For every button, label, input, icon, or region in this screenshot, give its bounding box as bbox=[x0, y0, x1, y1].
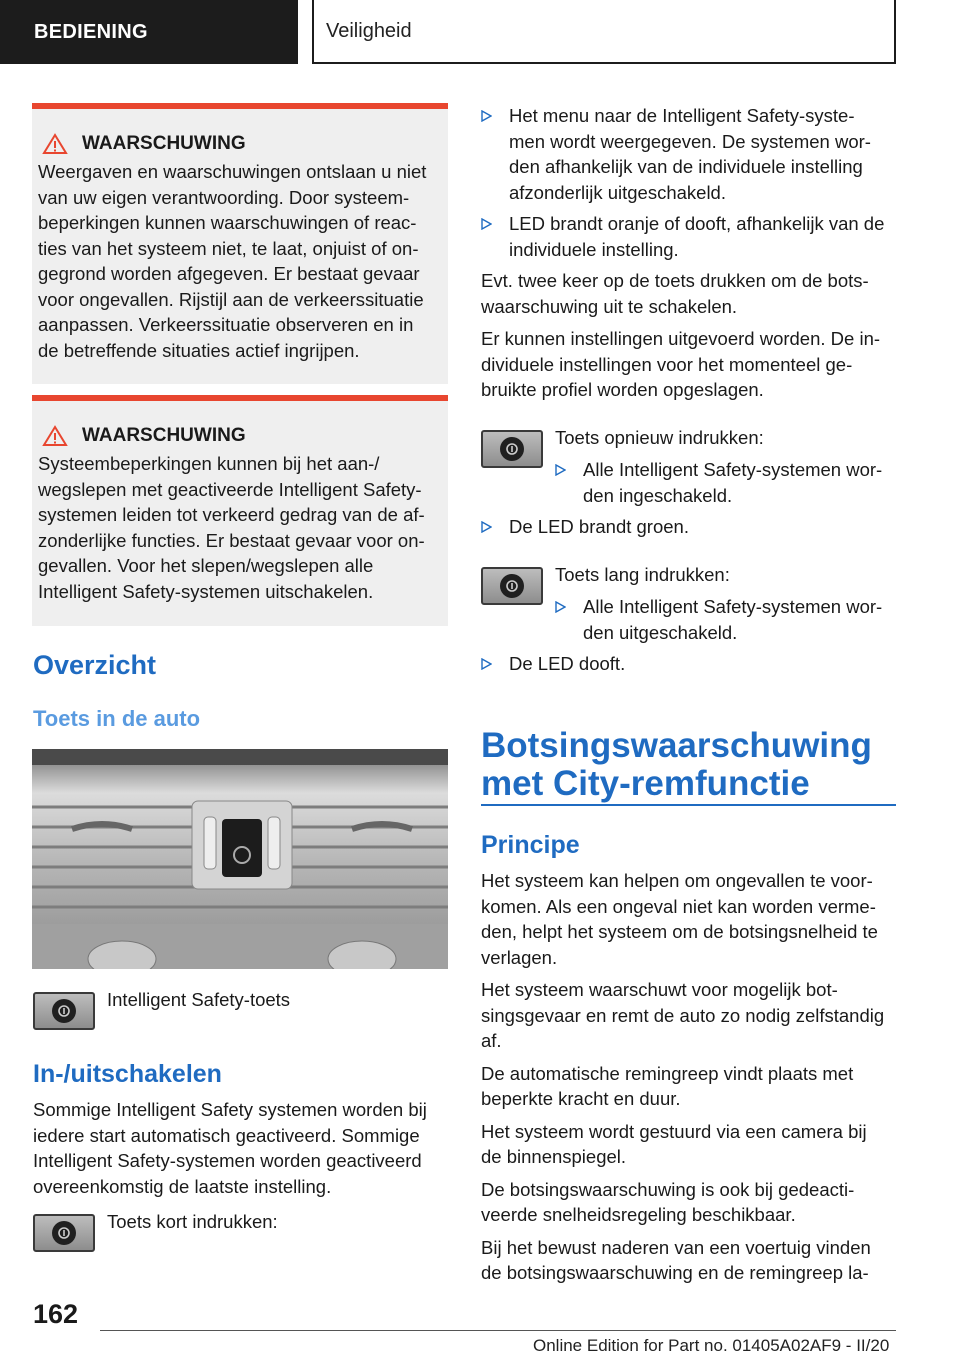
paragraph: De automatische remingreep vindt plaats met beperkte kracht en duur. bbox=[481, 1062, 854, 1109]
header-chapter: Veiligheid bbox=[312, 0, 896, 64]
chapter-heading: Botsingswaarschuwing met City-remfunctie bbox=[481, 726, 872, 803]
bullet-triangle-icon bbox=[481, 658, 492, 670]
intelligent-safety-button-icon bbox=[33, 1214, 95, 1252]
paragraph: Bij het bewust naderen van een voertuig vinden de botsingswaarschuwing en de remingreep la- bbox=[481, 1236, 871, 1283]
paragraph: De botsingswaarschuwing is ook bij gedeacti- veerde snelheidsregeling beschikbaar. bbox=[481, 1178, 855, 1225]
press-again-label: Toets opnieuw indrukken: bbox=[555, 427, 764, 448]
list-item: Alle Intelligent Safety-systemen wor- den ingeschakeld. bbox=[555, 457, 900, 508]
section-heading-inuit: In-/uitschakelen bbox=[33, 1060, 222, 1088]
paragraph: Het systeem wordt gestuurd via een camera bij de binnenspiegel. bbox=[481, 1120, 867, 1167]
footer-rule bbox=[100, 1330, 896, 1331]
warning-triangle-icon bbox=[42, 133, 68, 155]
warning-text: Weergaven en waarschuwingen ontslaan u niet van uw eigen verantwoording. Door systeem- beperkingen kunnen waarschuwingen of reac- ties van het systeem niet, te laat, onjuist of on- gegrond worden afgegeven. Er bestaat gevaar voor ongevallen. Rijstijl aan de verkeerssituatie aanpassen. Verkeerssituatie observeren en in de betreffende situaties actief ingrijpen. bbox=[38, 161, 427, 361]
subsection-heading-toets: Toets in de auto bbox=[33, 706, 201, 731]
press-long-label: Toets lang indrukken: bbox=[555, 564, 730, 585]
list-item: De LED brandt groen. bbox=[481, 514, 901, 540]
paragraph: Er kunnen instellingen uitgevoerd worden. De in- dividuele instellingen voor het momenteel ge- bruikte profiel worden opgeslagen. bbox=[481, 328, 881, 400]
bullet-triangle-icon bbox=[555, 464, 566, 476]
right-upper-text bbox=[481, 103, 901, 403]
footer-edition: Online Edition for Part no. 01405A02AF9 - II/20 bbox=[533, 1336, 890, 1355]
header-section: BEDIENING bbox=[0, 0, 298, 64]
principe-text bbox=[481, 868, 901, 1293]
paragraph: Het systeem waarschuwt voor mogelijk bot- singsgevaar en remt de auto zo nodig zelfstandig af. bbox=[481, 979, 885, 1051]
paragraph: Evt. twee keer op de toets drukken om de bots- waarschuwing uit te schakelen. bbox=[481, 270, 869, 317]
warning-text: Systeembeperkingen kunnen bij het aan-/ wegslepen met geactiveerde Intelligent Safety- systemen leiden tot verkeerd gedrag van de af- zonderlijke functies. Er bestaat gevaar voor on- gevallen. Voor het slepen/wegslepen alle Intelligent Safety-systemen uitschakelen. bbox=[38, 453, 425, 602]
list-item: Het menu naar de Intelligent Safety-syste- men wordt weergegeven. De systemen wor- den afhankelijk van de individuele instelling afzonderlijk uitgeschakeld. bbox=[481, 103, 901, 205]
intelligent-safety-button-icon bbox=[481, 567, 543, 605]
warning-triangle-icon bbox=[42, 425, 68, 447]
list-item: Alle Intelligent Safety-systemen wor- den uitgeschakeld. bbox=[555, 594, 900, 645]
bullet-triangle-icon bbox=[481, 521, 492, 533]
bullet-triangle-icon bbox=[481, 110, 492, 122]
heading-rule bbox=[481, 804, 896, 806]
bullet-triangle-icon bbox=[555, 601, 566, 613]
page-number: 162 bbox=[33, 1299, 79, 1329]
car-button-photo bbox=[32, 749, 448, 969]
bullet-triangle-icon bbox=[481, 218, 492, 230]
icon-caption: Intelligent Safety-toets bbox=[107, 989, 291, 1010]
section-heading-principe: Principe bbox=[481, 831, 580, 859]
warning-box-2 bbox=[32, 395, 448, 626]
list-item: LED brandt oranje of dooft, afhankelijk van de individuele instelling. bbox=[481, 211, 901, 262]
warning-box-1 bbox=[32, 103, 448, 384]
press-short-label: Toets kort indrukken: bbox=[107, 1211, 278, 1232]
warning-title: WAARSCHUWING bbox=[82, 425, 246, 446]
list-item: De LED dooft. bbox=[481, 651, 901, 677]
warning-title: WAARSCHUWING bbox=[82, 133, 246, 154]
paragraph: Het systeem kan helpen om ongevallen te voor- komen. Als een ongeval niet kan worden verme- den, helpt het systeem om de botsingsnelheid te verlagen. bbox=[481, 870, 878, 968]
inuit-paragraph: Sommige Intelligent Safety systemen worden bij iedere start automatisch geactiveerd. Sommige Intelligent Safety-systemen worden geactiveerd overeenkomstig de laatste instelling. bbox=[33, 1099, 427, 1197]
intelligent-safety-button-icon bbox=[33, 992, 95, 1030]
section-heading-overzicht: Overzicht bbox=[33, 650, 157, 680]
intelligent-safety-button-icon bbox=[481, 430, 543, 468]
